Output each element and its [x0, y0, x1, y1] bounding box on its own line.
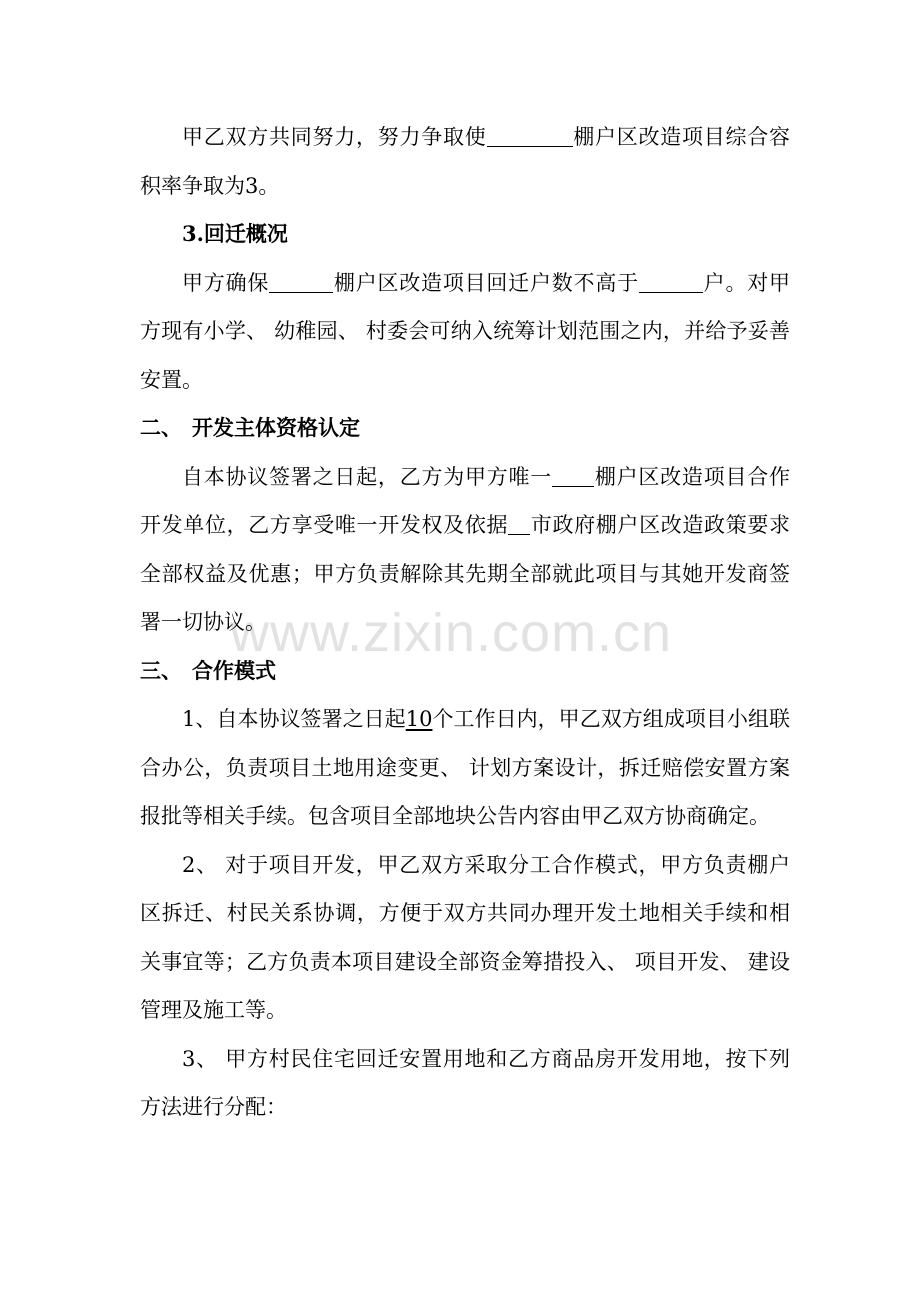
paragraph-relocation — [140, 259, 790, 405]
text-segment: 1、自本协议签署之日起 — [182, 707, 406, 731]
text-segment: 棚户区改造项目合作开发单位，乙方享受唯一开发权及依据 — [140, 464, 791, 537]
section-heading-2 — [140, 404, 790, 453]
text-segment: 甲乙双方共同努力，努力争取使 — [182, 125, 487, 149]
paragraph-developer-qualification — [140, 453, 790, 647]
section-title: 合作模式 — [192, 657, 276, 683]
text-segment: 市政府棚户区改造政策要求全部权益及优惠；甲方负责解除其先期全部就此项目与其她开发商签署一切协议。 — [140, 513, 791, 634]
section-number: 二、 — [140, 415, 182, 440]
document-body — [140, 113, 790, 1132]
text-segment: 甲方确保 — [182, 270, 270, 295]
section-number: 三、 — [140, 657, 182, 683]
paragraph-far-ratio — [140, 113, 790, 210]
section-title: 开发主体资格认定 — [192, 415, 360, 440]
paragraph-item-2: 2、 对于项目开发，甲乙双方采取分工合作模式，甲方负责棚户区拆迁、村民关系协调，方便于双方共同办理开发土地相关手续和相关事宜等；乙方负责本项目建设全部资金筹措投入、 项目开发、 建设管理及施工等。 — [140, 852, 790, 1022]
text-segment: 棚户区改造项目综合容积率争取为3。 — [140, 125, 790, 198]
paragraph-item-3: 3、 甲方村民住宅回迁安置用地和乙方商品房开发用地，按下列方法进行分配： — [140, 1046, 790, 1119]
watermark: www.zixin.com.cn — [230, 603, 673, 663]
text-segment: 个工作日内，甲乙双方组成项目小组联合办公，负责项目土地用途变更、 计划方案设计，拆迁赔偿安置方案报批等相关手续。包含项目全部地块公告内容由甲乙双方协商确定。 — [140, 707, 790, 828]
paragraph-item-1 — [140, 695, 790, 841]
fill-blank — [269, 271, 333, 293]
fill-blank — [552, 465, 594, 487]
underlined-days: 10 — [405, 707, 433, 731]
fill-blank — [487, 125, 573, 147]
fill-blank — [639, 271, 703, 293]
fill-blank — [508, 513, 530, 535]
section-heading-3 — [140, 647, 790, 696]
text-segment: 户。对甲方现有小学、 幼稚园、 村委会可纳入统筹计划范围之内，并给予妥善安置。 — [140, 270, 791, 392]
text-segment: 棚户区改造项目回迁户数不高于 — [333, 270, 639, 295]
subheading-relocation: 3.回迁概况 — [182, 221, 288, 246]
text-segment: 自本协议签署之日起，乙方为甲方唯一 — [182, 464, 553, 489]
